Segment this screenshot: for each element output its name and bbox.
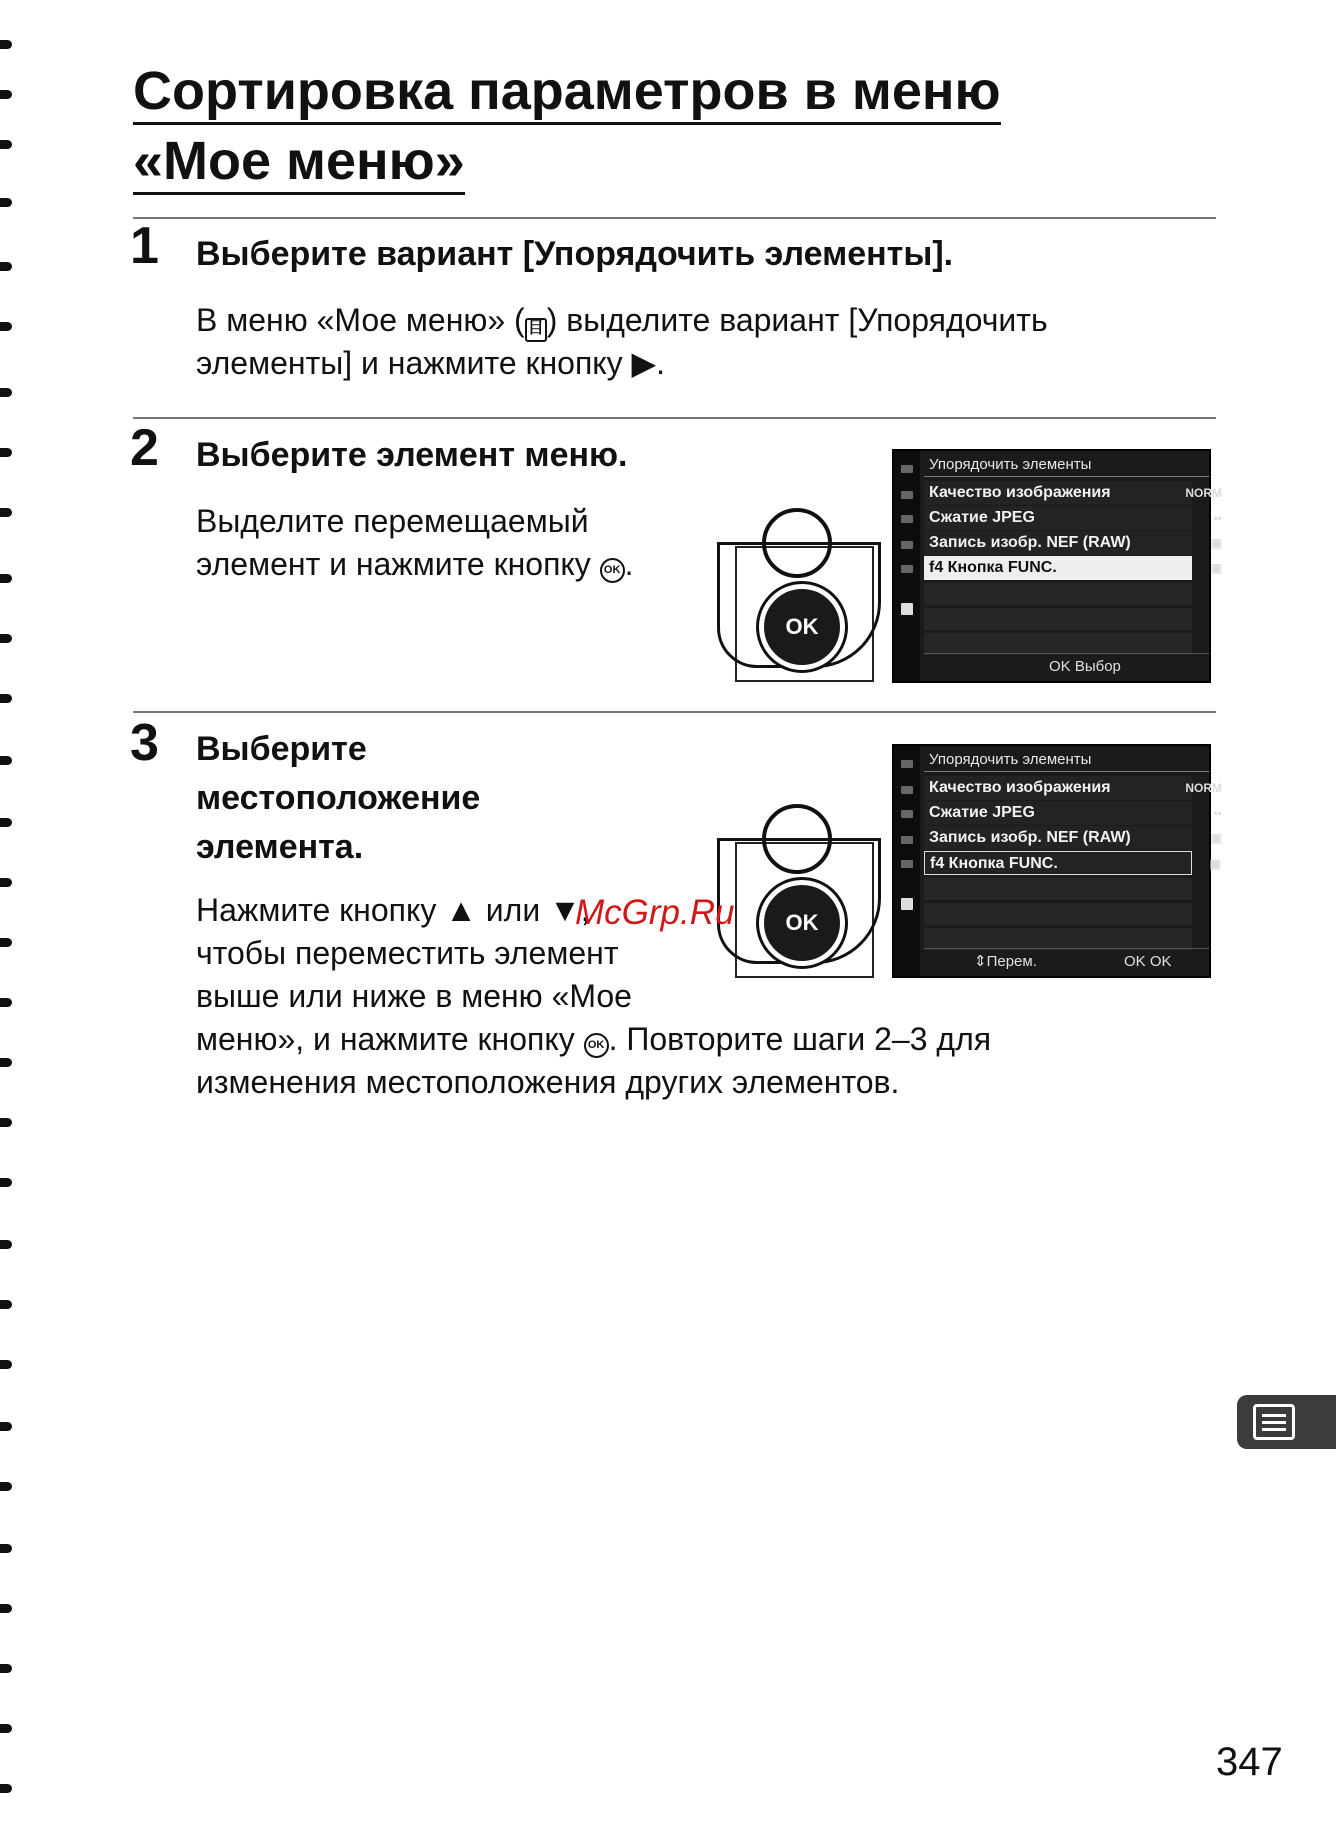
binding-edge [0, 0, 14, 1824]
menu-guide-tab [1237, 1395, 1336, 1449]
raw-icon: ▣ [1210, 536, 1222, 550]
menu-row: Качество изображения NORM [924, 776, 1192, 800]
menu-tabs [894, 746, 920, 976]
menu-row: Качество изображения NORM [924, 481, 1192, 505]
menu-row: Сжатие JPEG ▪▪ [924, 801, 1192, 825]
page-number: 347 [1216, 1740, 1283, 1784]
step-3-heading: Выберите местоположение элемента. [196, 730, 481, 866]
step-1-number: 1 [130, 217, 159, 275]
ok-button-illustration [735, 546, 874, 682]
menu-tabs [894, 451, 920, 681]
ok-button-icon: OK [600, 558, 625, 583]
list-icon [1253, 1404, 1295, 1440]
camera-screen-2 [892, 744, 1222, 978]
my-menu-icon: 目 [525, 318, 547, 342]
ok-button-graphic: OK [759, 584, 845, 670]
func-icon: ▣ [1209, 857, 1221, 871]
quality-icon: NORM [1185, 781, 1222, 795]
screen-title: Упорядочить элементы [924, 748, 1209, 772]
menu-row: Сжатие JPEG ▪▪ [924, 506, 1192, 530]
menu-row-selected: f4 Кнопка FUNC. ▣ [924, 556, 1192, 580]
step-3-body: Нажмите кнопку ▲ или ▼, чтобы переместить элемент выше или ниже в меню «Мое меню», и нажмите кнопку OK . Повторите шаги 2–3 для изменения местоположения других элементов. [196, 892, 992, 1100]
divider [133, 417, 1216, 419]
step-3-number: 3 [130, 714, 159, 772]
menu-row-moving: f4 Кнопка FUNC. ▣ [924, 851, 1192, 875]
divider [133, 711, 1216, 713]
step-1-heading: Выберите вариант [Упорядочить элементы]. [196, 235, 954, 273]
step-2-number: 2 [130, 419, 159, 477]
menu-row: Запись изобр. NEF (RAW) ▣ [924, 531, 1192, 555]
screen-title: Упорядочить элементы [924, 453, 1209, 477]
quality-icon: NORM [1185, 486, 1222, 500]
jpeg-icon: ▪▪ [1213, 511, 1222, 525]
watermark: McGrp.Ru [575, 893, 735, 932]
step-2-heading: Выберите элемент меню. [196, 436, 628, 474]
page-title-line2: «Мое меню» [133, 130, 465, 195]
camera-screen-1 [892, 449, 1222, 683]
divider [133, 217, 1216, 219]
ok-button-graphic: OK [759, 880, 845, 966]
page-title-line1: Сортировка параметров в меню [133, 60, 1001, 125]
screen-footer: OK Выбор [924, 653, 1209, 679]
func-icon: ▣ [1210, 561, 1222, 575]
jpeg-icon: ▪▪ [1213, 806, 1222, 820]
step-1-body: В меню «Мое меню» ( 目) выделите вариант [Упорядочить элементы] и нажмите кнопку ▶. [196, 302, 1048, 381]
menu-row: Запись изобр. NEF (RAW) ▣ [924, 826, 1192, 850]
screen-footer: ⇕Перем. OK OK [924, 948, 1209, 974]
page-title [133, 56, 1113, 196]
ok-button-illustration [735, 842, 874, 978]
step-2-body: Выделите перемещаемый элемент и нажмите кнопку OK . [196, 503, 634, 582]
raw-icon: ▣ [1210, 831, 1222, 845]
ok-button-icon: OK [584, 1033, 609, 1058]
